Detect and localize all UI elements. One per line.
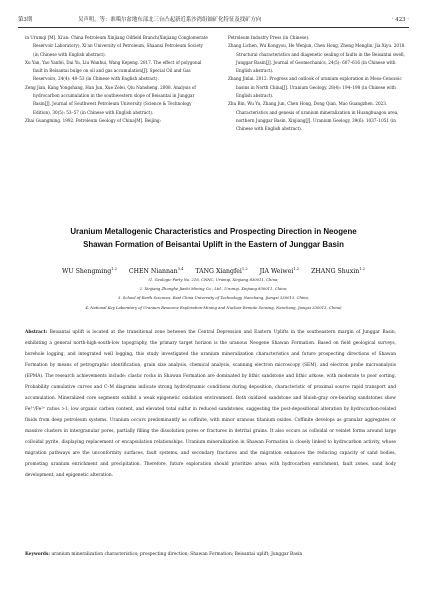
affiliation: 2. Xinjiang Zhonghe Jiashi Mining Co., Ltd., Urumqi, Xinjiang 830011, China; [139, 287, 288, 292]
reference-item: Zeng Jian, Kang Yongshang, Han Jun, Xue Zelei, Qiu Nansheng. 2008. Analysis of hydrocarbon accumulation in the southwestern slope of Beisantai in Junggar Basin[J]. Journal of Southwest Petroleum University (Science & Technology Edition), 30(5): 53–57 (in Chinese with English abstract). [25, 84, 196, 115]
keywords-label: Keywords: [25, 552, 50, 557]
abstract [25, 327, 396, 481]
header-rule [18, 27, 409, 28]
page-header [18, 14, 409, 26]
author [195, 268, 247, 275]
reference-item: Petroleum Industry Press (in Chinese). [228, 35, 310, 40]
affiliation-list [18, 276, 409, 313]
running-title: 吴声明，等：准噶尔盆地东部北三台凸起新近系沙湾组铀矿化特征及找矿方向 [78, 17, 262, 23]
keywords [25, 549, 396, 560]
author-affiliation-marker: 1,2 [293, 267, 300, 271]
author-name: WU Shengming [62, 268, 112, 275]
author-name: CHEN Niannan [128, 268, 178, 275]
affiliation: 3. School of Earth Sciences, East China University of Technology, Nanchang, Jiangxi 330013, China; [118, 296, 309, 301]
references-right-column [228, 34, 412, 134]
references-left-column [25, 34, 209, 125]
author-affiliation-marker: 1,2 [111, 267, 117, 271]
author-affiliation-marker: 1,2 [359, 267, 365, 271]
author [129, 268, 183, 275]
title-line: Shawan Formation of Beisantai Uplift in the Eastern of Junggar Basin [83, 240, 344, 249]
author-affiliation-marker: 3,4 [177, 267, 184, 271]
keywords-text: uranium mineralization characteristics; prospecting direction; Shawan Formation; Beisantai uplift; Junggar Basin [51, 552, 303, 557]
author [260, 268, 300, 275]
affiliation: (1. Geologic Party No. 216, CNNC, Urumqi, Xinjiang 830011, China; [148, 278, 279, 282]
reference-item: Zhang Lichen, Wu Kongyou, He Wenjun, Chen Hong, Zheng Menglin, Jia Xiyu. 2018. Structural characteristics and diagenetic sealing of faults in the Beisantai swell, Junggar Basin[J]. Journal of Geomechanics, 24(5): 607–616 (in Chinese with English abstract). [228, 43, 406, 74]
reference-item: in Urumqi [M]. Xi'an: China Petroleum Xinjiang Oilfield Branch(Xinjiang Conglomerate Reservoir Laboratory), Xi'an University of Petroleum, Shaanxi Petroleum Society (in Chinese with English abstract). [25, 35, 208, 57]
affiliation: 4. National Key Laboratory of Uranium Resource Exploration-Mining and Nuclear Remote Sensing, Nanchang, Jiangxi 330013, China) [85, 305, 342, 310]
english-title [18, 225, 409, 251]
page-number: · 423 · [391, 17, 409, 23]
author-name: JIA Weiwei [259, 268, 294, 275]
author-name: ZHANG Shuxin [311, 268, 360, 275]
author [311, 268, 365, 275]
issue-number: 第3期 [18, 17, 33, 23]
author [62, 268, 117, 275]
author-name: TANG Xiangfei [195, 268, 242, 275]
abstract-label: Abstract: [25, 330, 48, 335]
abstract-text: Beisantai uplift is located at the transitional zone between the Central Depression and Eastern Uplifts in the southeastern margin of Junggar Basin, exhibiting a general north-high-south-low topography, the primary target horizon is the uranous Neogene Shawan Formation. Based on field geological surveys, borehole logging, and integrated well logging, this study investigated the uranium mineralization characteristics and future prospecting directions of Shawan Formation by means of petrographic identification, grain size analysis, chemical analysis, scanning electron microscopy (SEM), and electron probe microanalysis (EPMA). The research achievements include: clastic rocks in Shawan Formation are dominated by lithic sandstone and lithic arkose, with moderate to poor sorting. Probability cumulative curves and C–M diagrams indicate strong hydrodynamic conditions during deposition, characteristic of proximal source rapid transport and accumulation. Mineralized core segments exhibit a weak epigenetic oxidation environment. Both oxidized sandstone and bluish-gray ore-bearing sandstones show Fe³⁺/Fe²⁺ ratios >1, low organic carbon content, and elevated total sulfur in reduced sandstones, suggesting the post-depositional alteration by hydrocarbon-related fluids from deep petroleum systems. Uranium occurs predominantly as coffinite, with minor uranous titanium oxides. Coffinite develops as granular aggregates or massive clusters in intergranular pores, partially filling the dissolution pores or fractures in detrital grains. It also occurs as colloidal or veinlet forms around large colloidal pyrite, displaying replacement or encapsulation relationships. Uranium mineralization in Shawan Formation is closely linked to hydrocarbon activity, whose migration pathways are the unconformity surfaces, fault systems, and secondary fractures and the migration enhances the reducing capacity of sand bodies, promoting uranium enrichment and precipitation. Therefore, future exploration should prioritize areas with hydrocarbon enrichment, fault zones, sand body development, and epigenetic alteration. [25, 330, 396, 478]
reference-item: Zhang Jinlai. 2012. Progress and outlook of uranium exploration in Meso-Cenozoic basins in North China[J]. Uranium Geology, 28(4): 194–198 (in Chinese with English abstract). [228, 76, 402, 99]
reference-item: Zhai Guangming. 1992. Petroleum Geology of China[M]. Beijing: [25, 117, 161, 123]
author-affiliation-marker: 1,2 [241, 267, 248, 271]
reference-item: Zhu Bin, Wu Yu, Zhang Jun, Chen Hong, Dong Qian, Mao Guangzhen. 2023. Characteristics and genesis of uranium mineralization in Huanghuagou area, northern Junggar Basin, Xinjiang[J]. Uranium Geology, 39(6): 1037–1051 (in Chinese with English abstract). [228, 101, 399, 132]
title-line: Uranium Metallogenic Characteristics and Prospecting Direction in Neogene [70, 227, 357, 236]
reference-item: Xu Yan, Yao Yanfei, Dai Yu, Liu Wanhui, Wang Kepeng. 2017. The effect of polygonal fault in Beisantai bulge on oil and gas accumulation[J]. Special Oil and Gas Reservoirs, 24(4): 48–53 (in Chinese with English abstract). [25, 59, 202, 82]
